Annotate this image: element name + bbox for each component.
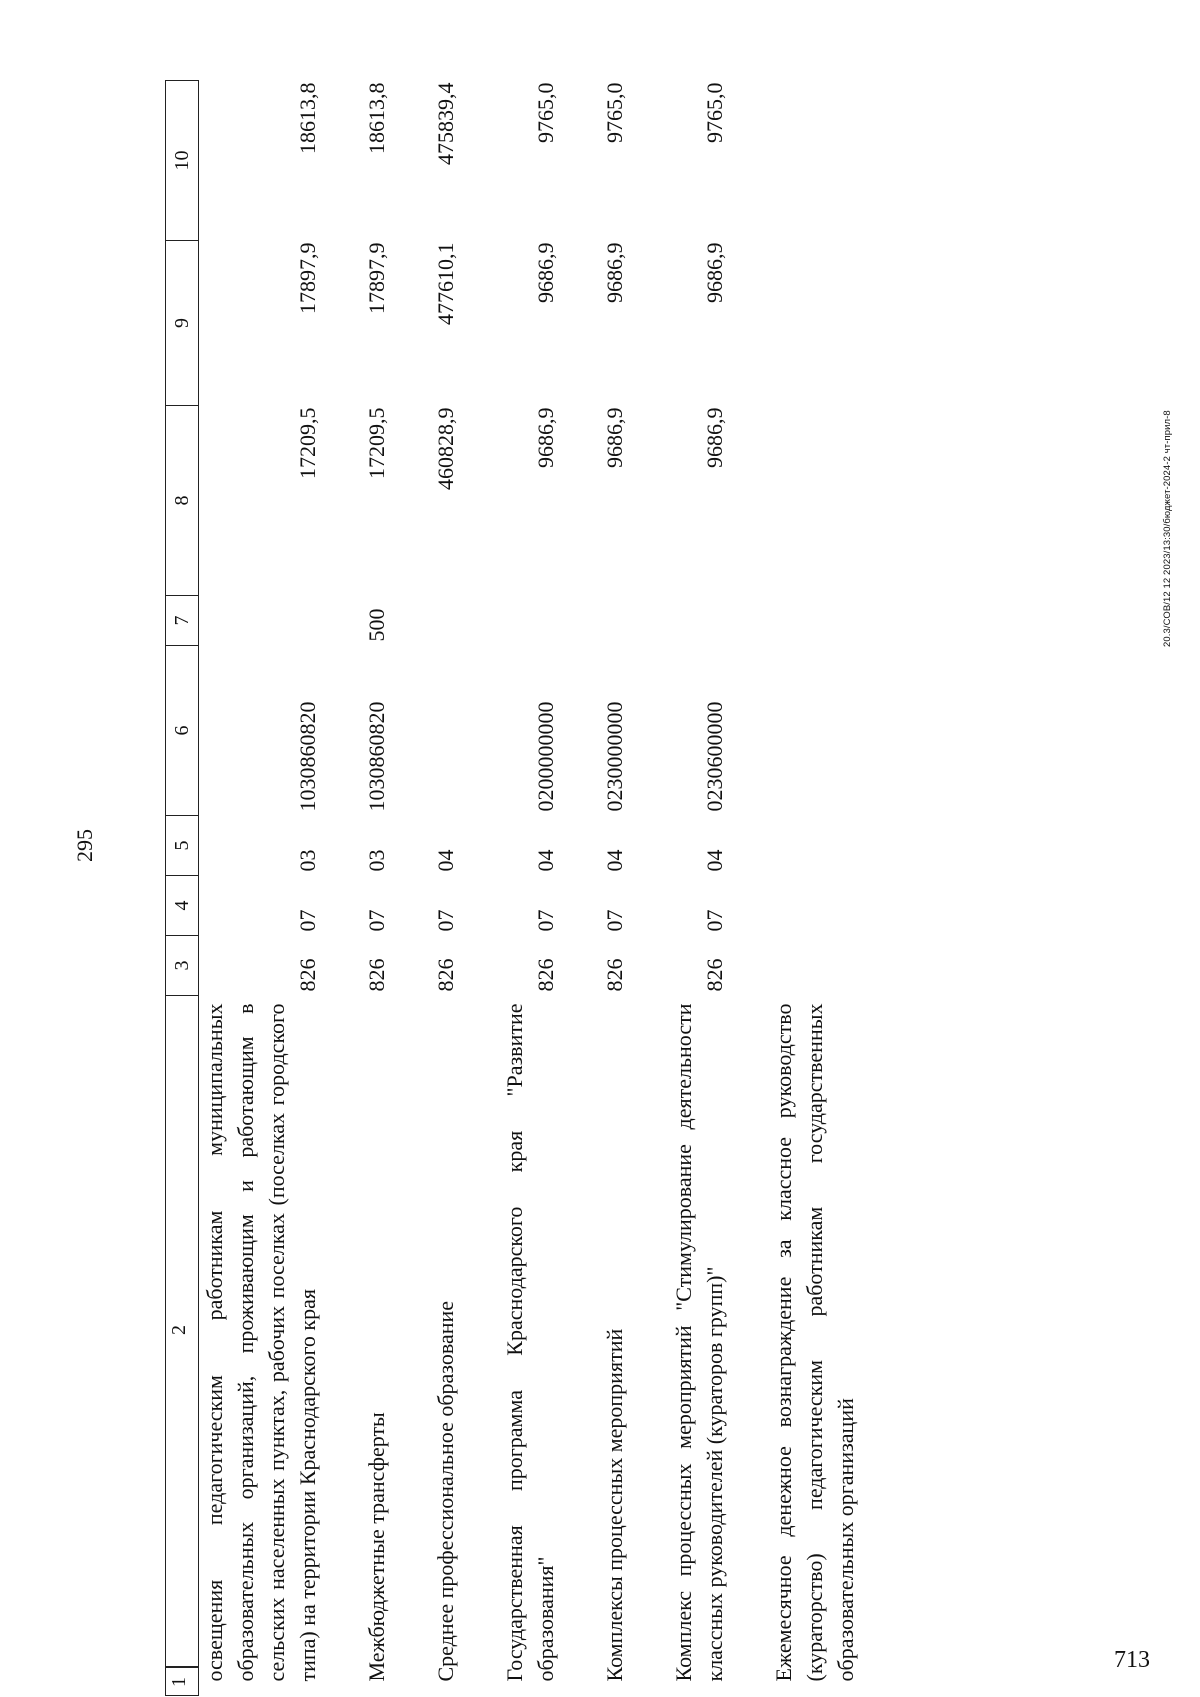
header-col-5: 5 bbox=[166, 816, 199, 876]
header-col-8: 8 bbox=[166, 406, 199, 596]
sheet-number: 713 bbox=[1114, 1647, 1150, 1673]
row-name: Комплекс процессных мероприятий "Стимулирование деятельности классных руководителей (кураторов групп)" bbox=[671, 1003, 727, 1682]
cell-c4: 07 bbox=[364, 909, 389, 932]
header-col-3: 3 bbox=[166, 936, 199, 996]
cell-c5 bbox=[768, 816, 861, 876]
cell-c3 bbox=[768, 936, 861, 996]
cell-c9: 17897,9 bbox=[295, 242, 320, 314]
cell-c8 bbox=[768, 406, 861, 596]
cell-c7: 500 bbox=[364, 608, 389, 642]
cell-c10: 18613,8 bbox=[364, 82, 389, 154]
table-row bbox=[768, 81, 861, 1696]
cell-c8: 9686,9 bbox=[702, 407, 727, 468]
header-col-9: 9 bbox=[166, 241, 199, 406]
cell-c6: 0200000000 bbox=[533, 701, 558, 812]
row-name: Межбюджетные трансферты bbox=[364, 1412, 389, 1682]
table-body bbox=[199, 81, 862, 1696]
table-row bbox=[361, 81, 392, 1696]
row-spacer bbox=[323, 81, 361, 1696]
cell-c7 bbox=[668, 596, 730, 646]
cell-c5: 04 bbox=[533, 849, 558, 872]
page-number: 295 bbox=[72, 829, 97, 862]
cell-c3: 826 bbox=[364, 958, 389, 992]
cell-c3: 826 bbox=[602, 958, 627, 992]
cell-c10 bbox=[768, 81, 861, 241]
table-header bbox=[166, 81, 199, 1696]
cell-c4: 07 bbox=[295, 909, 320, 932]
table-row bbox=[499, 81, 561, 1696]
table-row bbox=[430, 81, 461, 1696]
cell-c4: 07 bbox=[533, 909, 558, 932]
row-spacer bbox=[461, 81, 499, 1696]
cell-c5: 03 bbox=[364, 849, 389, 872]
cell-c10: 9765,0 bbox=[702, 82, 727, 143]
cell-c9: 9686,9 bbox=[702, 242, 727, 303]
cell-c10: 9765,0 bbox=[533, 82, 558, 143]
cell-c8: 17209,5 bbox=[364, 407, 389, 479]
cell-c3: 826 bbox=[433, 958, 458, 992]
header-col-6: 6 bbox=[166, 646, 199, 816]
cell-c4: 07 bbox=[433, 909, 458, 932]
cell-c8: 460828,9 bbox=[433, 407, 458, 490]
cell-c8: 9686,9 bbox=[602, 407, 627, 468]
cell-c6: 1030860820 bbox=[364, 701, 389, 812]
cell-c5: 04 bbox=[433, 849, 458, 872]
cell-c7 bbox=[599, 596, 630, 646]
cell-c10: 475839,4 bbox=[433, 82, 458, 165]
cell-c9: 9686,9 bbox=[533, 242, 558, 303]
row-name: освещения педагогическим работникам муниципальных образовательных организаций, проживающим и работающим в сельских населенных пунктах, рабочих поселках (поселках городского типа) на территории Краснодарского края bbox=[202, 1003, 320, 1682]
cell-c6 bbox=[768, 646, 861, 816]
cell-c6: 0230600000 bbox=[702, 701, 727, 812]
row-spacer bbox=[392, 81, 430, 1696]
cell-c7 bbox=[768, 596, 861, 646]
row-spacer bbox=[630, 81, 668, 1696]
cell-c4: 07 bbox=[702, 909, 727, 932]
cell-c7 bbox=[499, 596, 561, 646]
cell-c5: 04 bbox=[602, 849, 627, 872]
row-name: Ежемесячное денежное вознаграждение за классное руководство (кураторство) педагогическим работникам государственных образовательных организаций bbox=[771, 1003, 858, 1682]
cell-c3: 826 bbox=[702, 958, 727, 992]
cell-c9 bbox=[768, 241, 861, 406]
budget-table bbox=[165, 80, 861, 1696]
cell-c9: 9686,9 bbox=[602, 242, 627, 303]
cell-c8: 17209,5 bbox=[295, 407, 320, 479]
header-col-10: 10 bbox=[166, 81, 199, 241]
row-spacer bbox=[730, 81, 768, 1696]
cell-c5: 03 bbox=[295, 849, 320, 872]
cell-c3: 826 bbox=[533, 958, 558, 992]
cell-c6 bbox=[430, 646, 461, 816]
header-col-1: 1 2 bbox=[166, 996, 199, 1696]
cell-c6: 0230000000 bbox=[602, 701, 627, 812]
row-name: Среднее профессиональное образование bbox=[433, 1300, 458, 1682]
table-row bbox=[599, 81, 630, 1696]
header-col-4: 4 bbox=[166, 876, 199, 936]
row-name: Комплексы процессных мероприятий bbox=[602, 1328, 627, 1682]
cell-c7 bbox=[199, 596, 324, 646]
table-row bbox=[199, 81, 324, 1696]
cell-c7 bbox=[430, 596, 461, 646]
row-name: Государственная программа Краснодарского края "Развитие образования" bbox=[502, 1003, 558, 1682]
cell-c5: 04 bbox=[702, 849, 727, 872]
table-row bbox=[668, 81, 730, 1696]
row-spacer bbox=[561, 81, 599, 1696]
cell-c8: 9686,9 bbox=[533, 407, 558, 468]
header-col-7: 7 bbox=[166, 596, 199, 646]
cell-c9: 477610,1 bbox=[433, 242, 458, 325]
cell-c9: 17897,9 bbox=[364, 242, 389, 314]
document-code: 20.3/СОВ/12 12 2023/13:30/бюджет-2024-2 чт-прил-8 bbox=[1162, 410, 1173, 647]
cell-c4 bbox=[768, 876, 861, 936]
cell-c4: 07 bbox=[602, 909, 627, 932]
cell-c10: 18613,8 bbox=[295, 82, 320, 154]
cell-c10: 9765,0 bbox=[602, 82, 627, 143]
cell-c6: 1030860820 bbox=[295, 701, 320, 812]
cell-c3: 826 bbox=[295, 958, 320, 992]
